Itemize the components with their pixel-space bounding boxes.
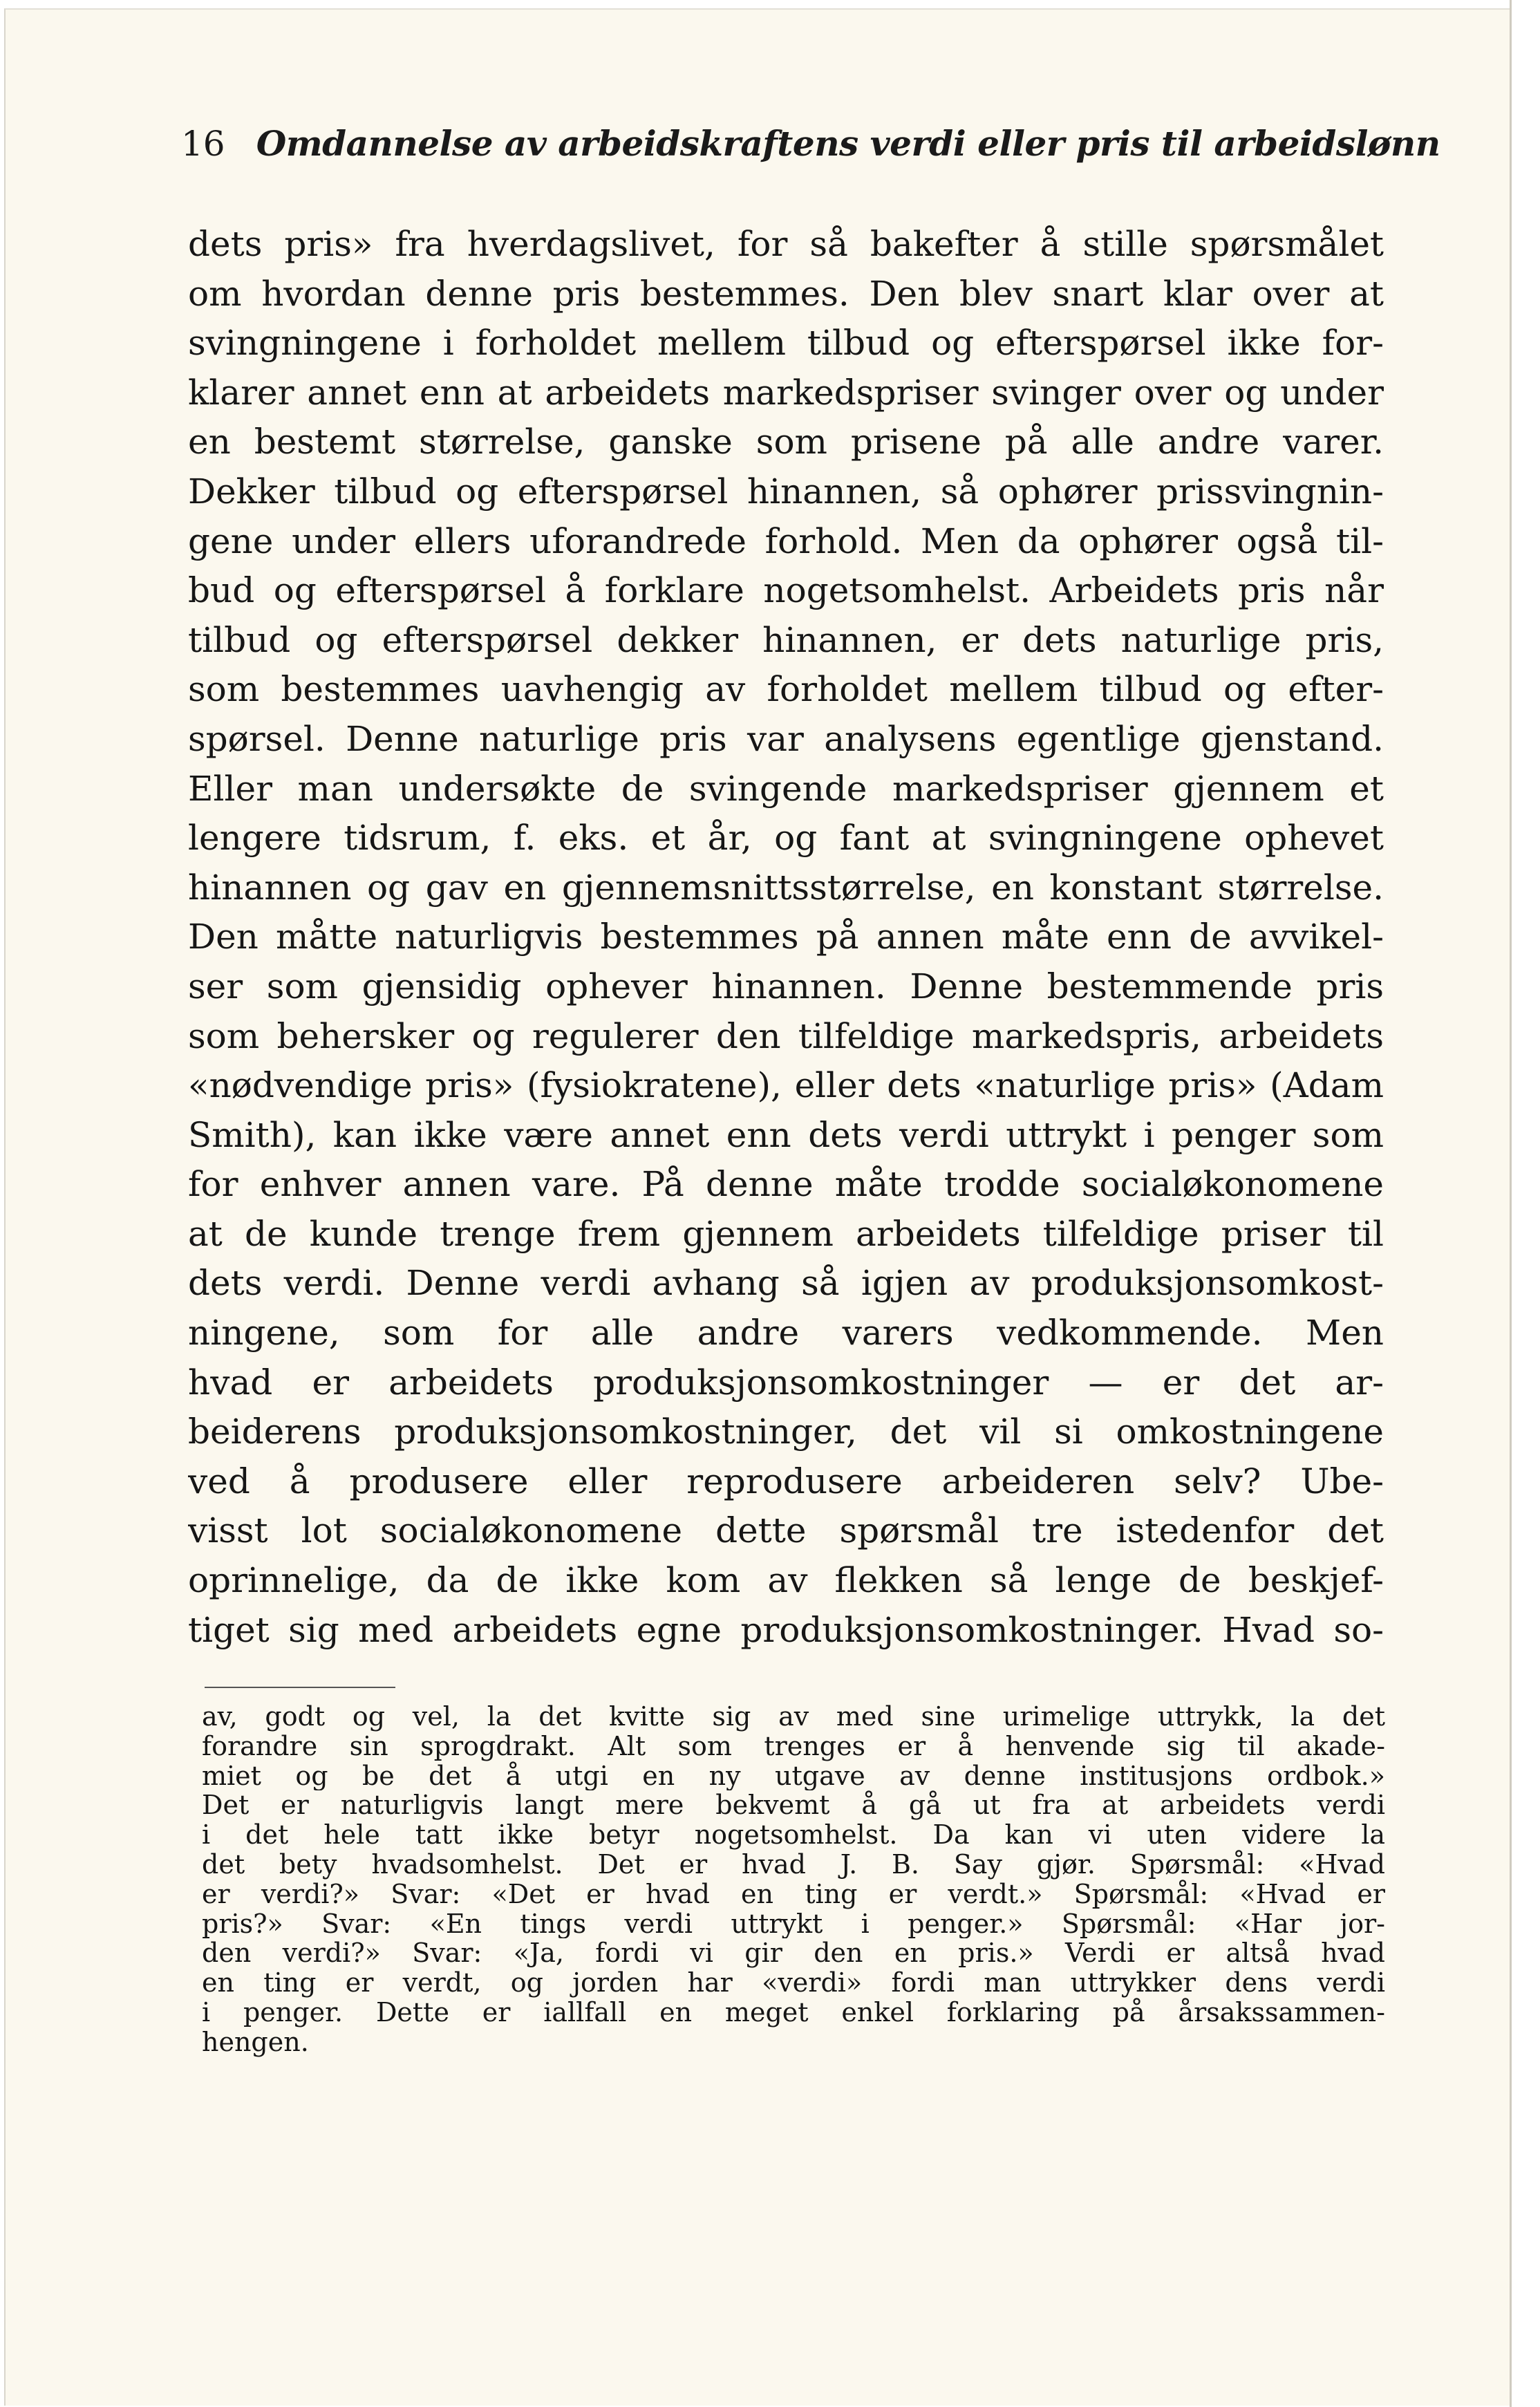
text-line: beiderens produksjonsomkostninger, det vil si omkostningene <box>188 1412 1384 1452</box>
running-title: Omdannelse av arbeidskraftens verdi eller pris til arbeidslønn <box>256 123 1440 164</box>
text-line: ser som gjensidig ophever hinannen. Denne bestemmende pris <box>188 966 1384 1006</box>
main-text <box>188 220 1384 1655</box>
text-line: gene under ellers uforandrede forhold. Men da ophører også til- <box>188 521 1384 561</box>
footnote-line: pris?» Svar: «En tings verdi uttrykt i penger.» Spørsmål: «Har jor- <box>202 1909 1385 1939</box>
text-line: for enhver annen vare. På denne måte trodde socialøkonomene <box>188 1164 1384 1205</box>
text-line: klarer annet enn at arbeidets markedspriser svinger over og under <box>188 372 1384 413</box>
text-line: om hvordan denne pris bestemmes. Den blev snart klar over at <box>188 273 1384 314</box>
text-line: tilbud og efterspørsel dekker hinannen, er dets naturlige pris, <box>188 619 1384 660</box>
text-line: spørsel. Denne naturlige pris var analysens egentlige gjenstand. <box>188 718 1384 759</box>
text-line: Dekker tilbud og efterspørsel hinannen, så ophører prissvingnin- <box>188 471 1384 512</box>
text-line: ningene, som for alle andre varers vedkommende. Men <box>188 1313 1384 1354</box>
page-edge <box>1510 0 1540 2407</box>
text-line: bud og efterspørsel å forklare nogetsomhelst. Arbeidets pris når <box>188 570 1384 611</box>
text-line: «nødvendige pris» (fysiokratene), eller dets «naturlige pris» (Adam <box>188 1065 1384 1106</box>
running-header <box>181 123 1440 178</box>
footnote <box>202 1702 1385 2057</box>
text-line: hinannen og gav en gjennemsnittsstørrelse, en konstant størrelse. <box>188 867 1384 908</box>
text-line: lengere tidsrum, f. eks. et år, og fant at svingningene ophevet <box>188 818 1384 859</box>
page-number: 16 <box>181 124 225 164</box>
text-line: oprinnelige, da de ikke kom av flekken så lenge de beskjef- <box>188 1560 1384 1601</box>
footnote-line: det bety hvadsomhelst. Det er hvad J. B. Say gjør. Spørsmål: «Hvad <box>202 1849 1385 1880</box>
text-line: Smith), kan ikke være annet enn dets verdi uttrykt i penger som <box>188 1114 1384 1155</box>
text-line: at de kunde trenge frem gjennem arbeidets tilfeldige priser til <box>188 1213 1384 1254</box>
footnote-line: av, godt og vel, la det kvitte sig av med sine urimelige uttrykk, la det <box>202 1702 1385 1732</box>
text-line: Eller man undersøkte de svingende markedspriser gjennem et <box>188 768 1384 809</box>
footnote-line: en ting er verdt, og jorden har «verdi» fordi man uttrykker dens verdi <box>202 1968 1385 1998</box>
text-line: dets pris» fra hverdagslivet, for så bakefter å stille spørsmålet <box>188 224 1384 264</box>
footnote-separator <box>205 1687 395 1688</box>
footnote-line: Det er naturligvis langt mere bekvemt å gå ut fra at arbeidets verdi <box>202 1790 1385 1821</box>
text-line: en bestemt størrelse, ganske som prisene på alle andre varer. <box>188 422 1384 462</box>
footnote-line: hengen. <box>202 2027 309 2057</box>
footnote-line: i penger. Dette er iallfall en meget enkel forklaring på årsakssammen- <box>202 1997 1385 2027</box>
footnote-line: den verdi?» Svar: «Ja, fordi vi gir den en pris.» Verdi er altså hvad <box>202 1938 1385 1969</box>
text-line: visst lot socialøkonomene dette spørsmål tre istedenfor det <box>188 1510 1384 1551</box>
footnote-line: miet og be det å utgi en ny utgave av denne institusjons ordbok.» <box>202 1761 1385 1791</box>
text-line: tiget sig med arbeidets egne produksjonsomkostninger. Hvad so- <box>188 1609 1384 1650</box>
text-line: som behersker og regulerer den tilfeldige markedspris, arbeidets <box>188 1015 1384 1056</box>
text-line: svingningene i forholdet mellem tilbud og efterspørsel ikke for- <box>188 323 1384 364</box>
text-line: som bestemmes uavhengig av forholdet mellem tilbud og efter- <box>188 669 1384 710</box>
text-line: ved å produsere eller reprodusere arbeideren selv? Ube- <box>188 1461 1384 1501</box>
footnote-line: er verdi?» Svar: «Det er hvad en ting er verdt.» Spørsmål: «Hvad er <box>202 1879 1385 1909</box>
footnote-line: forandre sin sprogdrakt. Alt som trenges er å henvende sig til akade- <box>202 1731 1385 1761</box>
text-line: hvad er arbeidets produksjonsomkostninger — er det ar- <box>188 1362 1384 1403</box>
footnote-line: i det hele tatt ikke betyr nogetsomhelst. Da kan vi uten videre la <box>202 1820 1385 1850</box>
text-line: Den måtte naturligvis bestemmes på annen måte enn de avvikel- <box>188 917 1384 957</box>
text-line: dets verdi. Denne verdi avhang så igjen av produksjonsomkost- <box>188 1263 1384 1304</box>
